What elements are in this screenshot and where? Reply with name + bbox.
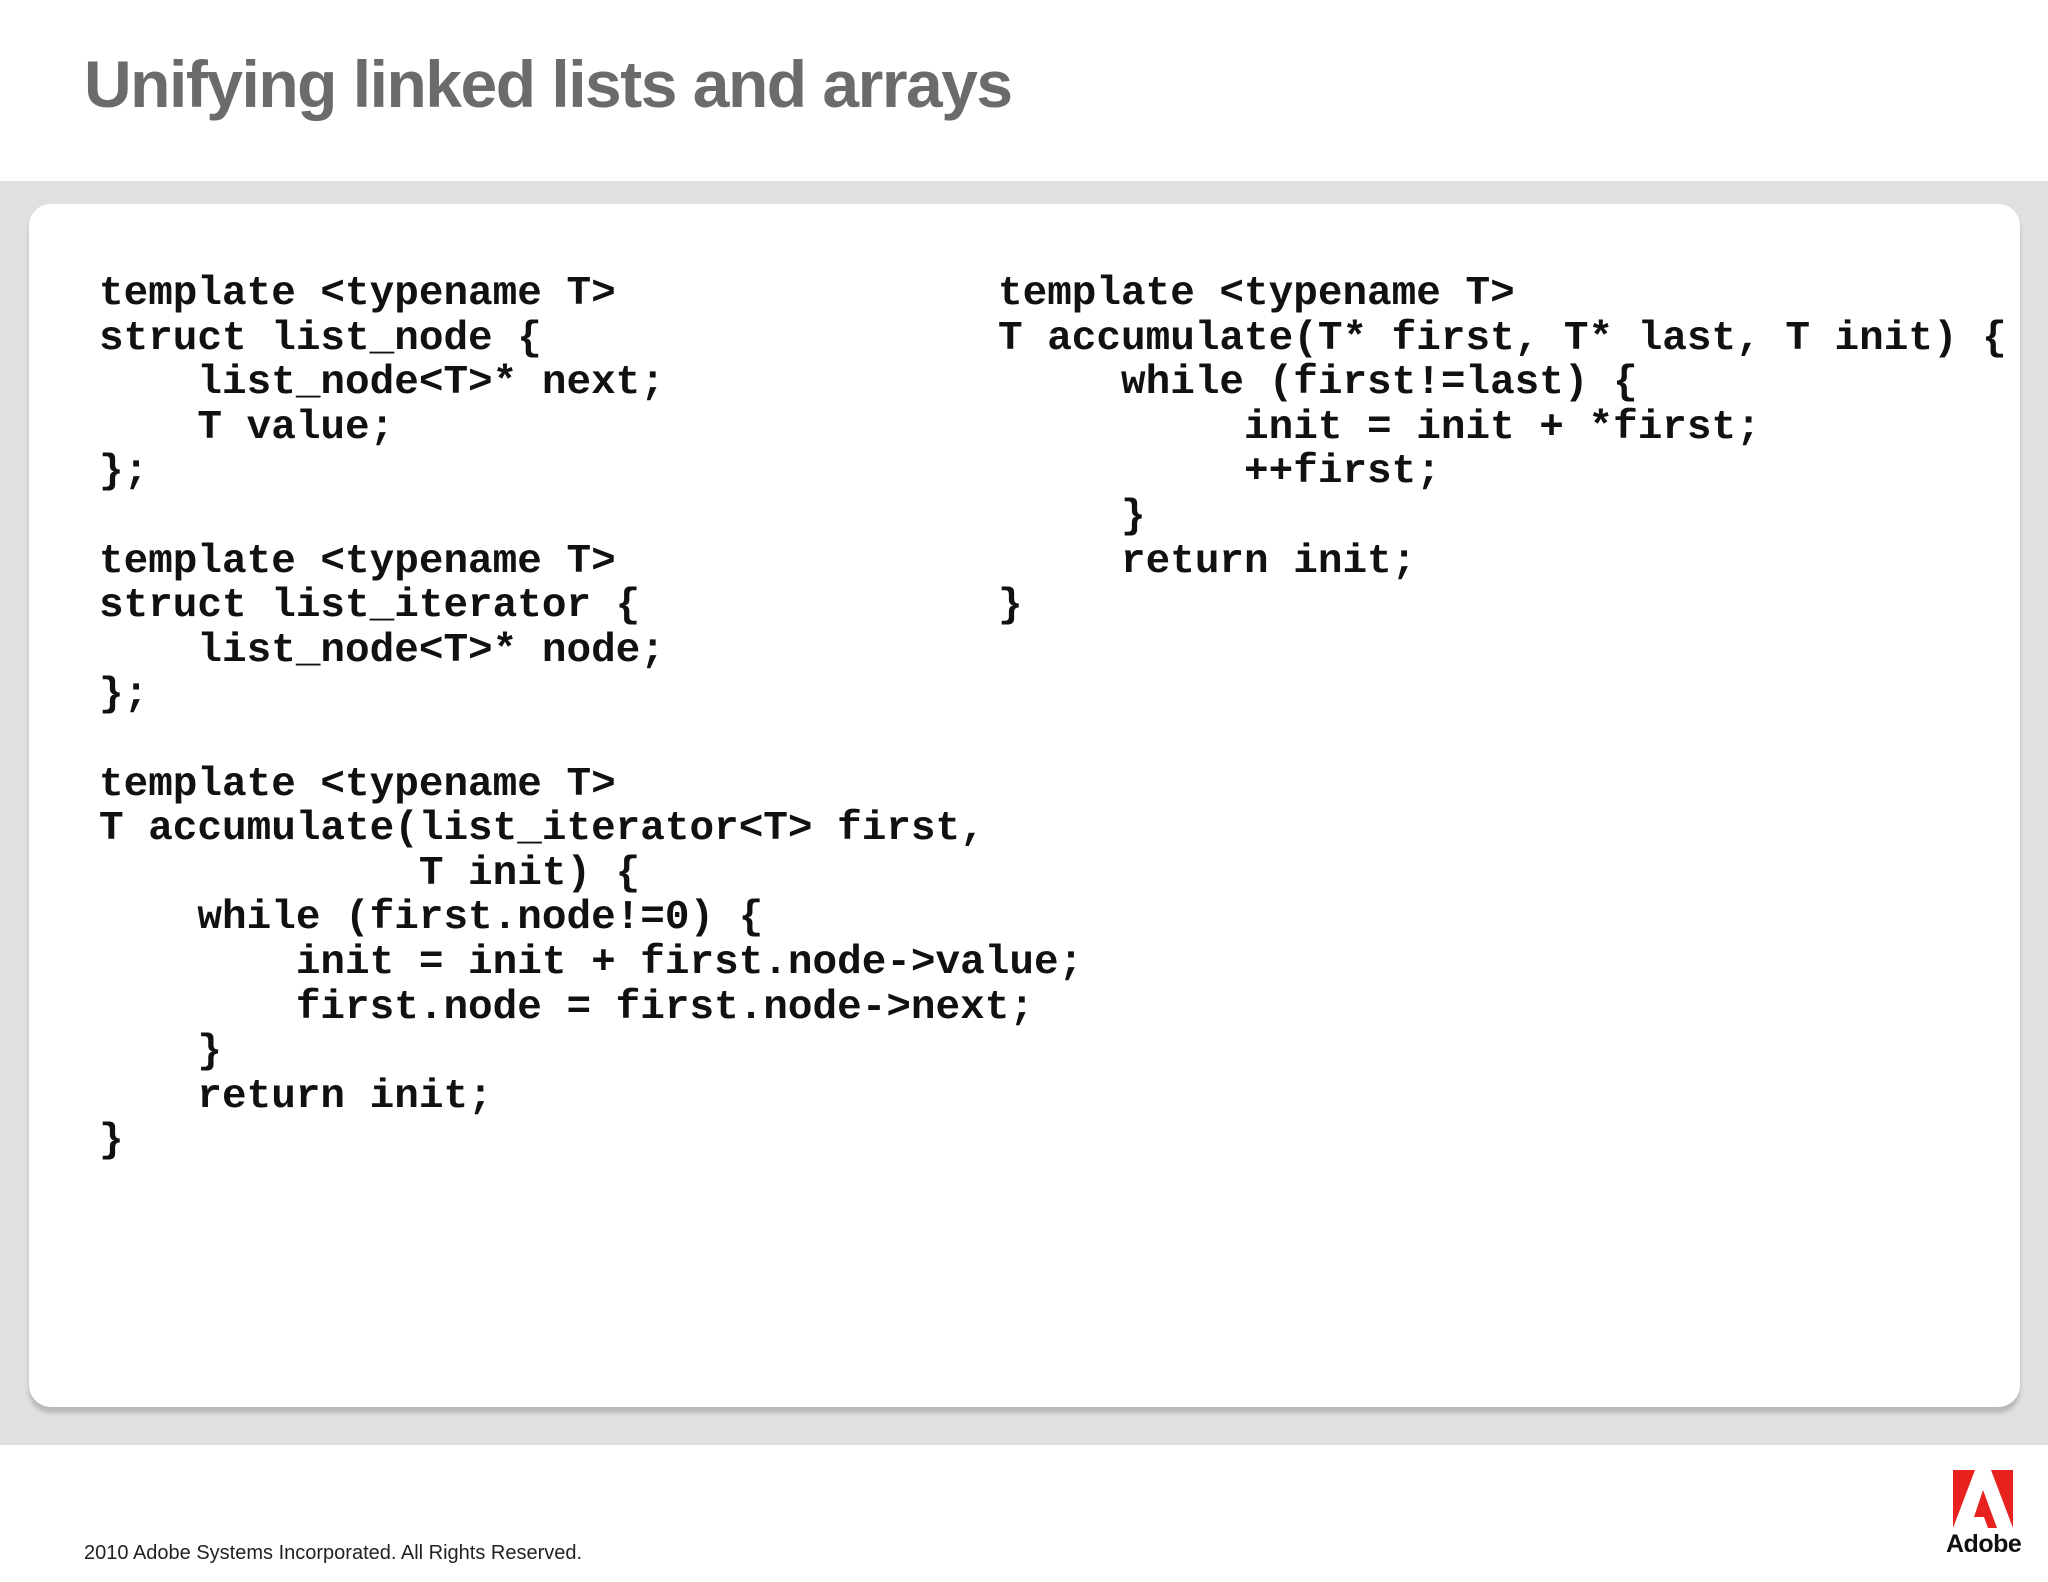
adobe-logo-icon [1953, 1470, 2013, 1528]
adobe-logo-wordmark: Adobe [1946, 1530, 2022, 1558]
slide-title: Unifying linked lists and arrays [84, 47, 1012, 121]
copyright-footer: 2010 Adobe Systems Incorporated. All Rights Reserved. [84, 1542, 583, 1564]
code-block-list-accumulate: template <typename T> struct list_node { list_node<T>* next; T value; }; template <typename T> struct list_iterator { list_node<T>* node; }; template <typename T> T accumulate(list_iterator<T> first, T init) { while (first.node!=0) { init = init + first.node->value; first.node = first.node->next; } return init; } [99, 271, 1084, 1165]
adobe-logo [1946, 1470, 2020, 1566]
code-block-array-accumulate: template <typename T> T accumulate(T* first, T* last, T init) { while (first!=last) { init = init + *first; ++first; } return init; } [998, 271, 2007, 630]
